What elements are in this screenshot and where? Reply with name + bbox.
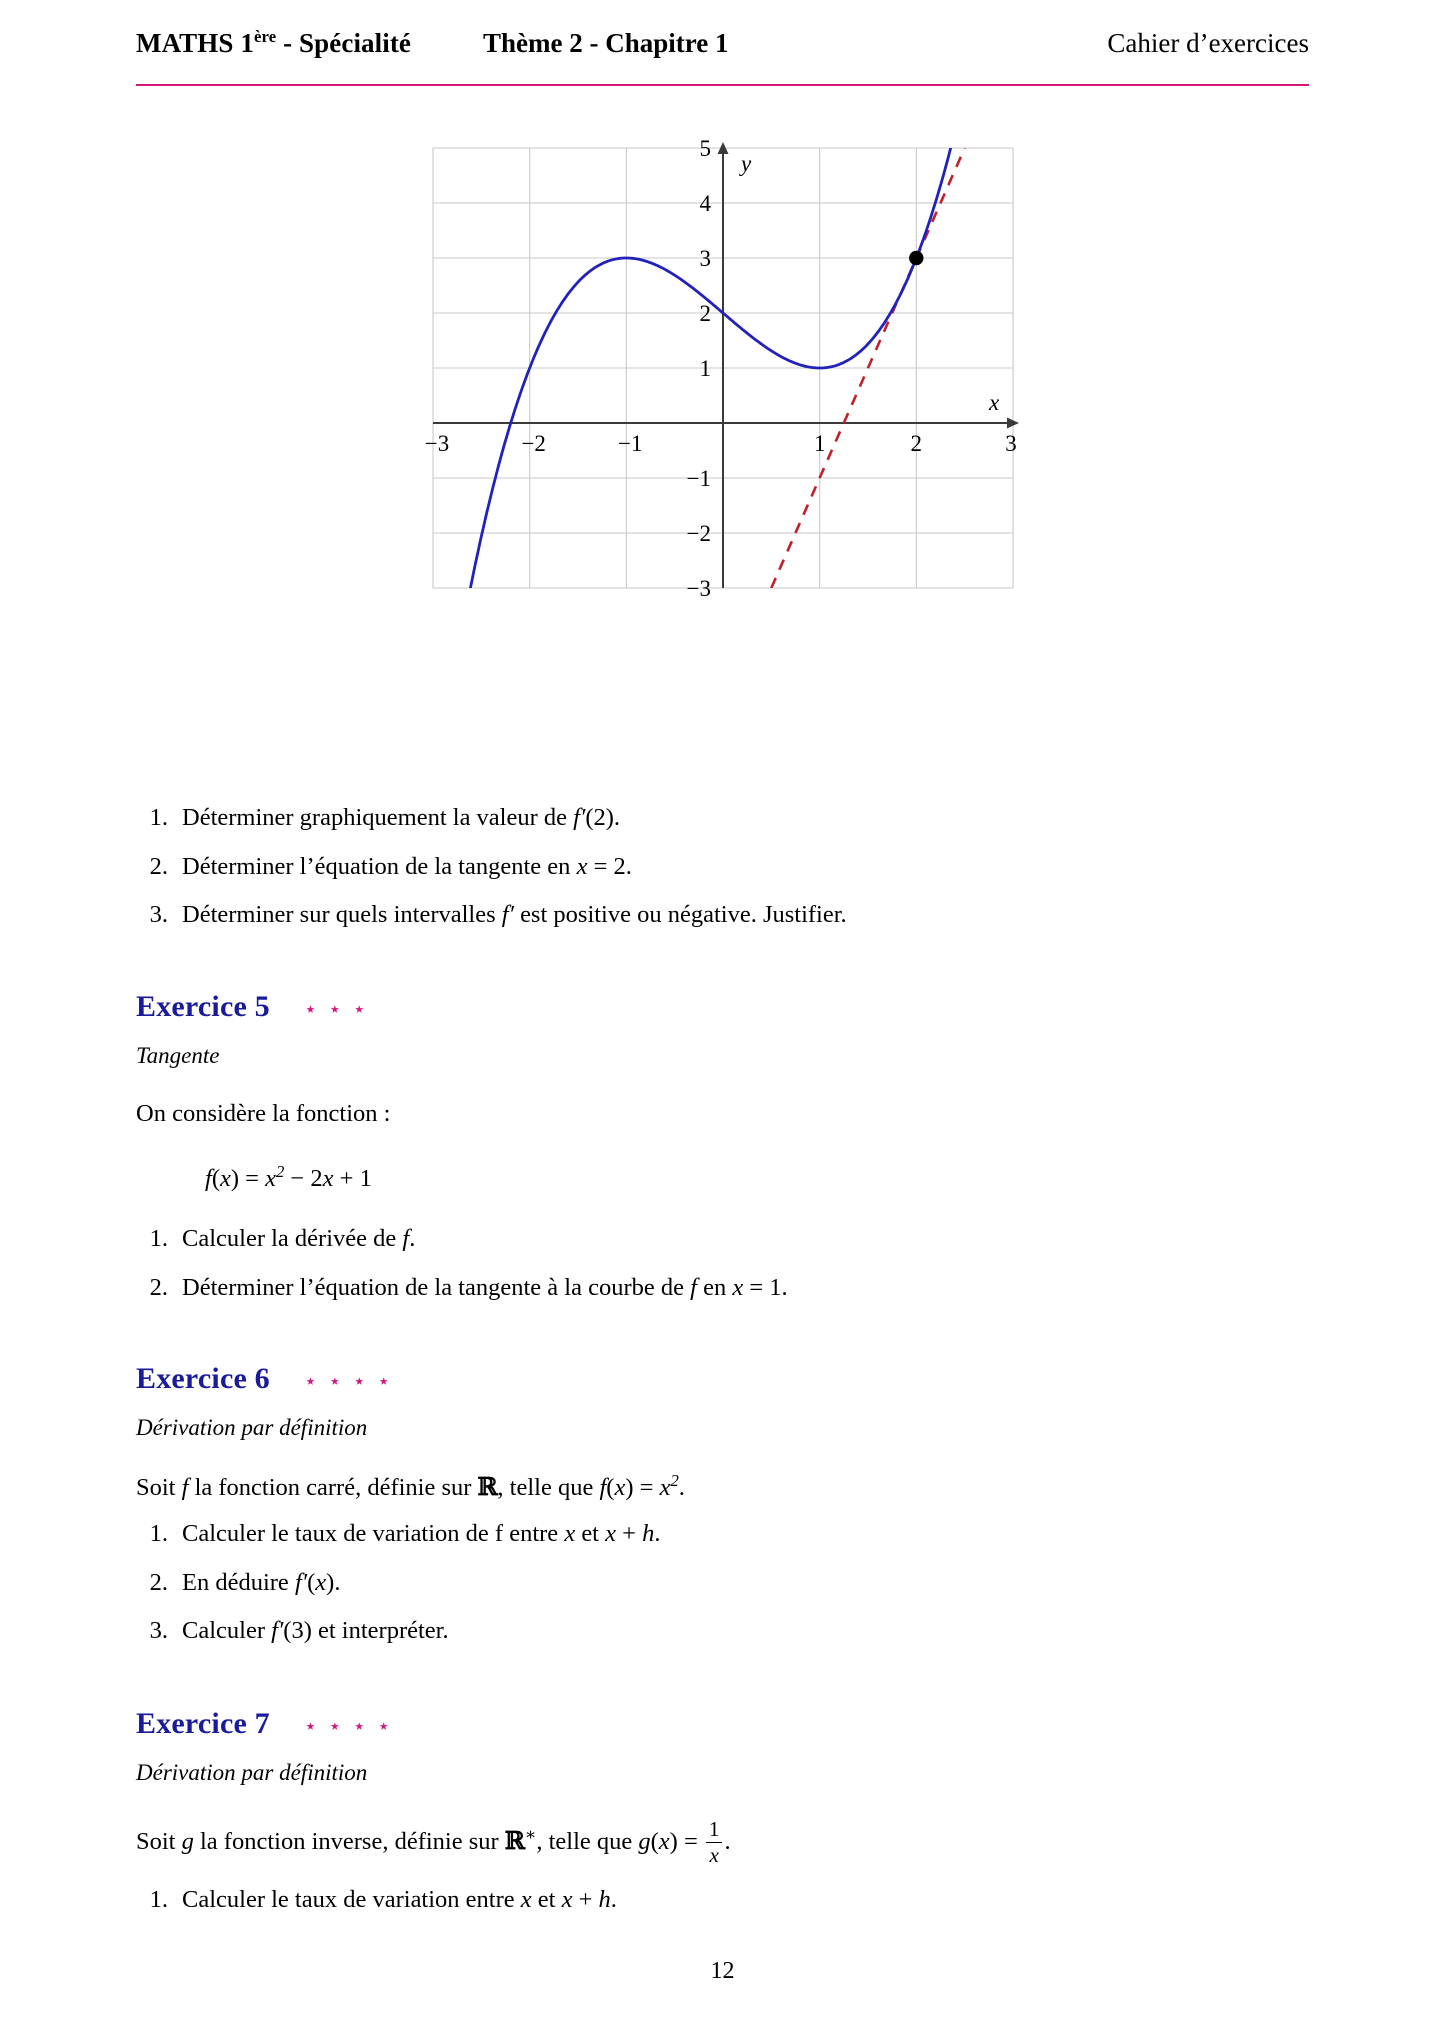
list-item [136, 1227, 1316, 1252]
svg-text:1: 1 [699, 356, 711, 381]
svg-text:5: 5 [699, 138, 711, 161]
exercise-5-heading [136, 990, 369, 1024]
list-item-number: 1. [149, 804, 168, 831]
header-booklet: Cahier d’exercices [1107, 28, 1309, 58]
exercise-7-title: Exercice 7 [136, 1707, 270, 1740]
exercise-5-intro: On considère la fonction : [136, 1100, 391, 1127]
svg-text:3: 3 [1004, 431, 1017, 456]
y-axis-label: y [740, 151, 751, 176]
list-item-number: 1. [149, 1520, 168, 1547]
list-item-text: Calculer f′(3) et interpréter. [182, 1617, 449, 1644]
exercise-7-intro: Soit g la fonction inverse, définie sur ℝ∗, telle que g(x) = $\frac{1}{x}$ . [136, 1817, 731, 1868]
list-item [136, 806, 1316, 831]
exercise-5-title: Exercice 5 [136, 990, 270, 1023]
x-axis-label: x [988, 390, 999, 415]
svg-text:1: 1 [813, 431, 825, 456]
list-item-number: 1. [149, 1886, 168, 1913]
list-item-text: Déterminer l’équation de la tangente à la courbe de f en x = 1. [182, 1273, 788, 1301]
header-row [136, 28, 1309, 59]
list-item-text: En déduire f′(x). [182, 1568, 341, 1596]
svg-text:2: 2 [910, 431, 922, 456]
page-number: 12 [710, 1958, 735, 1984]
list-item-number: 3. [149, 1617, 168, 1644]
exercise-6-subtitle: Dérivation par définition [136, 1415, 368, 1440]
list-item [136, 852, 1316, 880]
exercise-7-heading [136, 1707, 393, 1741]
list-item-text: Déterminer l’équation de la tangente en x = 2. [182, 852, 632, 880]
header-divider [136, 84, 1309, 86]
exercise-7-difficulty-stars: ⋆ ⋆ ⋆ ⋆ [303, 1714, 394, 1738]
svg-text:3: 3 [699, 246, 711, 271]
exercise-7-subtitle: Dérivation par définition [136, 1760, 368, 1785]
svg-text:2: 2 [699, 301, 711, 326]
exercise-6-heading [136, 1362, 393, 1396]
list-item-text: Calculer la dérivée de f. [182, 1225, 416, 1252]
tangency-point [909, 251, 923, 265]
function-graph-figure [0, 138, 1445, 603]
svg-text:−1: −1 [686, 466, 711, 491]
svg-text:4: 4 [699, 191, 711, 216]
list-item-text: Déterminer graphiquement la valeur de f′(2). [182, 804, 621, 831]
header-chapter: Thème 2 - Chapitre 1 [483, 28, 729, 58]
list-item-number: 2. [149, 852, 168, 880]
svg-text:−3: −3 [424, 431, 449, 456]
exercise-6-difficulty-stars: ⋆ ⋆ ⋆ ⋆ [303, 1369, 394, 1393]
header-course: MATHS 1ère - Spécialité [136, 27, 412, 58]
list-item [136, 1568, 1316, 1596]
list-item-number: 1. [149, 1225, 168, 1252]
exercise-5-difficulty-stars: ⋆ ⋆ ⋆ [303, 997, 369, 1021]
exercise-5-question-list [136, 1227, 1316, 1324]
page-header [136, 28, 1309, 59]
exercise-6-question-list [136, 1522, 1316, 1668]
svg-text:−3: −3 [686, 576, 711, 598]
list-item-number: 2. [149, 1568, 168, 1596]
exercise-5-equation: $f(x) = x^2 - 2x + 1$ [205, 1161, 372, 1192]
graph-svg [423, 138, 1023, 598]
list-item [136, 1888, 1316, 1913]
inline-fraction: $\frac{1}{x}$ [706, 1819, 723, 1866]
exercise-7-question-list [136, 1888, 1316, 1937]
list-item-text: Calculer le taux de variation entre x et x + h. [182, 1886, 617, 1913]
list-item-text: Déterminer sur quels intervalles f′ est positive ou négative. Justifier. [182, 901, 847, 928]
exercise-6-title: Exercice 6 [136, 1362, 270, 1395]
list-item [136, 903, 1316, 928]
list-item [136, 1619, 1316, 1644]
svg-text:−2: −2 [686, 521, 711, 546]
list-item-text: Calculer le taux de variation de f entre x et x + h. [182, 1520, 661, 1547]
svg-text:−1: −1 [617, 431, 643, 456]
list-item [136, 1522, 1316, 1547]
exercise-5-subtitle: Tangente [136, 1043, 220, 1068]
svg-text:−2: −2 [520, 431, 546, 456]
list-item [136, 1273, 1316, 1301]
list-item-number: 3. [149, 901, 168, 928]
exercise-6-intro: Soit f la fonction carré, définie sur ℝ, telle que $f(x) = x^2$. [136, 1470, 685, 1501]
list-item-number: 2. [149, 1273, 168, 1301]
top-question-list [136, 806, 1316, 952]
